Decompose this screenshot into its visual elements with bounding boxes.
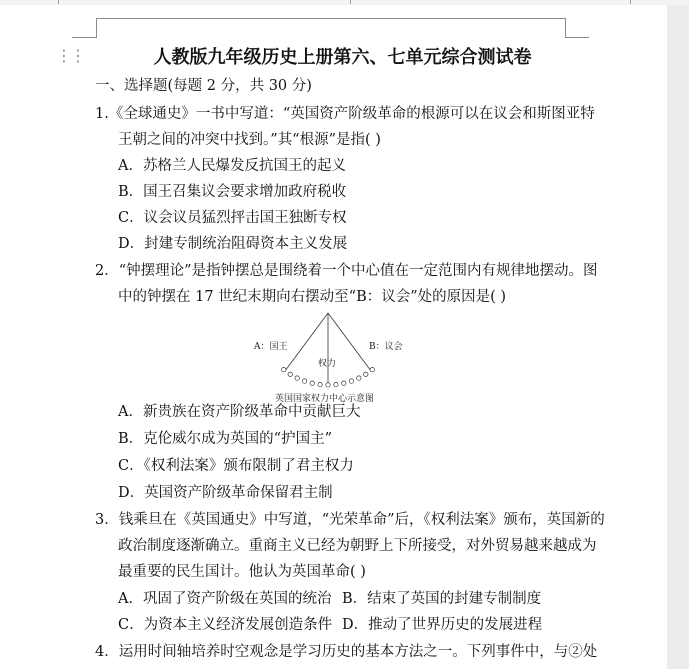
question-3-line-3: 最重要的民生国计。他认为英国革命( ): [118, 564, 366, 580]
question-3-line-2: 政治制度逐渐确立。重商主义已经为朝野上下所接受，对外贸易越来越成为: [118, 538, 597, 554]
question-1-line-2: 王朝之间的冲突中找到。”其“根源”是指( ): [118, 132, 381, 148]
diagram-label-b: B：议会: [369, 342, 403, 352]
question-2-line-1: [95, 261, 598, 281]
diagram-caption: 英国国家权力中心示意图: [275, 394, 375, 404]
question-text: “钟摆理论”是指钟摆总是围绕着一个中心值在一定范围内有规律地摆动。图: [118, 263, 598, 279]
question-2-option-d: D．英国资产阶级革命保留君主制: [118, 485, 333, 501]
question-1-option-b: B．国王召集议会要求增加政府税收: [118, 184, 347, 200]
question-1-option-c: C．议会议员猛烈抨击国王独断专权: [118, 210, 347, 226]
page-top-border: [96, 18, 566, 19]
question-number: 4．: [95, 644, 119, 660]
crop-mark-right: [565, 18, 566, 38]
question-1-line-1: [95, 104, 595, 124]
arc-dot: [282, 368, 286, 372]
question-number: 2．: [95, 263, 119, 279]
arc-dot: [357, 376, 361, 380]
question-2-line-2: 中的钟摆在 17 世纪末期向右摆动至“B：议会”处的原因是( ): [118, 289, 507, 305]
question-1-option-a: A．苏格兰人民爆发反抗国王的起义: [118, 158, 346, 174]
question-3-option-b: B．结束了英国的封建专制制度: [342, 591, 542, 607]
question-3-option-c: C．为资本主义经济发展创造条件: [118, 617, 333, 633]
diagram-label-center: 权力: [318, 359, 337, 369]
arc-dot: [342, 381, 346, 385]
arc-dot: [334, 382, 338, 386]
arc-dot: [318, 382, 322, 386]
question-number: 3．: [95, 512, 119, 528]
question-4-line-1: [95, 642, 597, 662]
question-3-option-d: D．推动了世界历史的发展进程: [342, 617, 543, 633]
arc-dot: [326, 383, 330, 387]
crop-mark-left: [96, 18, 97, 38]
arc-dot: [310, 381, 314, 385]
question-2-option-c: C．《权利法案》颁布限制了君主权力: [118, 458, 354, 474]
question-number: 1.: [95, 106, 109, 122]
document-page: [0, 5, 667, 669]
question-2-option-b: B．克伦威尔成为英国的“护国主”: [118, 431, 332, 447]
arc-dot: [349, 379, 353, 383]
crop-mark-left-horizontal: [72, 37, 96, 38]
question-1-option-d: D．封建专制统治阻碍资本主义发展: [118, 236, 348, 252]
arc-dot: [364, 372, 368, 376]
question-3-line-1: [95, 510, 605, 530]
arc-dot: [370, 368, 374, 372]
document-title: 人教版九年级历史上册第六、七单元综合测试卷: [153, 47, 532, 68]
vertical-scrollbar[interactable]: [667, 5, 689, 669]
question-text: 《全球通史》一书中写道：“英国资产阶级革命的根源可以在议会和斯图亚特: [108, 106, 595, 122]
question-2-option-a: A．新贵族在资产阶级革命中贡献巨大: [118, 404, 361, 420]
question-text: 钱乘旦在《英国通史》中写道，“光荣革命”后，《权利法案》颁布，英国新的: [118, 512, 605, 528]
section-header: 一、选择题(每题 2 分，共 30 分): [95, 78, 312, 94]
question-text: 运用时间轴培养时空观念是学习历史的基本方法之一。下列事件中，与②处: [118, 644, 598, 660]
diagram-label-a: A：国王: [254, 342, 288, 352]
arc-dot: [295, 376, 299, 380]
question-3-option-a: A．巩固了资产阶级在英国的统治: [118, 591, 332, 607]
arc-dot: [288, 372, 292, 376]
arc-dot: [302, 379, 306, 383]
drag-handle-icon[interactable]: ⋮⋮: [56, 46, 84, 65]
pendulum-diagram: [248, 311, 418, 407]
crop-mark-right-horizontal: [565, 37, 589, 38]
